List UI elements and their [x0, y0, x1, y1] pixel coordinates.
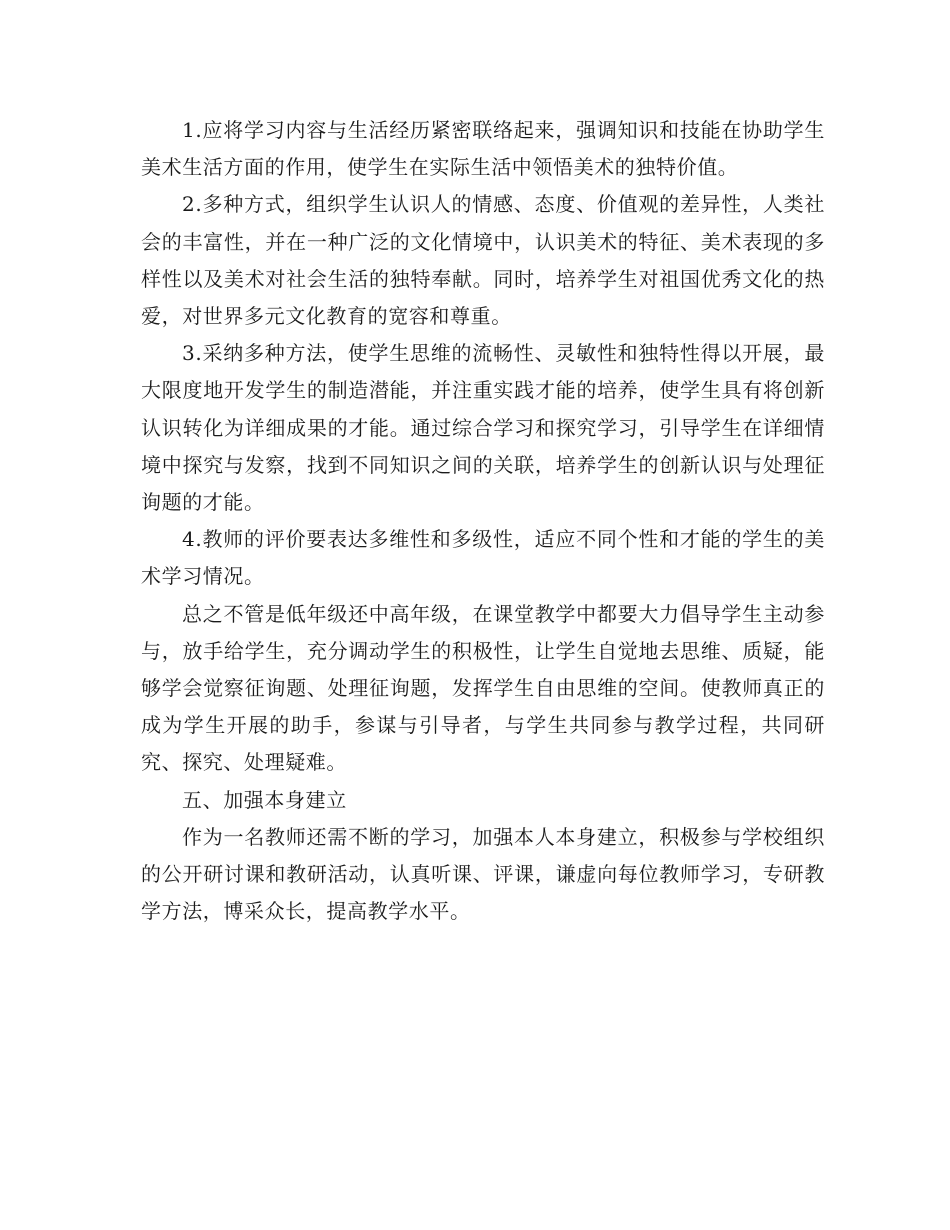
paragraph-point-3: 3.采纳多种方法，使学生思维的流畅性、灵敏性和独特性得以开展，最大限度地开发学生的制造潜能，并注重实践才能的培养，使学生具有将创新认识转化为详细成果的才能。通过综合学习和探究学习，引导学生在详细情境中探究与发察，找到不同知识之间的关联，培养学生的创新认识与处理征询题的才能。	[141, 341, 825, 515]
paragraph-point-2: 2.多种方式，组织学生认识人的情感、态度、价值观的差异性，人类社会的丰富性，并在一种广泛的文化情境中，认识美术的特征、美术表现的多样性以及美术对社会生活的独特奉献。同时，培养学生对祖国优秀文化的热爱，对世界多元文化教育的宽容和尊重。	[141, 192, 825, 329]
document-body	[141, 112, 825, 930]
paragraph-point-1: 1.应将学习内容与生活经历紧密联络起来，强调知识和技能在协助学生美术生活方面的作用，使学生在实际生活中领悟美术的独特价值。	[141, 118, 825, 180]
paragraph-summary: 总之不管是低年级还中高年级，在课堂教学中都要大力倡导学生主动参与，放手给学生，充分调动学生的积极性，让学生自觉地去思维、质疑，能够学会觉察征询题、处理征询题，发挥学生自由思维的空间。使教师真正的成为学生开展的助手，参谋与引导者，与学生共同参与教学过程，共同研究、探究、处理疑难。	[141, 601, 825, 775]
paragraph-self-development: 作为一名教师还需不断的学习，加强本人本身建立，积极参与学校组织的公开研讨课和教研活动，认真听课、评课，谦虚向每位教师学习，专研教学方法，博采众长，提高教学水平。	[141, 824, 825, 924]
paragraph-point-4: 4.教师的评价要表达多维性和多级性，适应不同个性和才能的学生的美术学习情况。	[141, 527, 825, 589]
section-heading-5: 五、加强本身建立	[182, 787, 347, 812]
